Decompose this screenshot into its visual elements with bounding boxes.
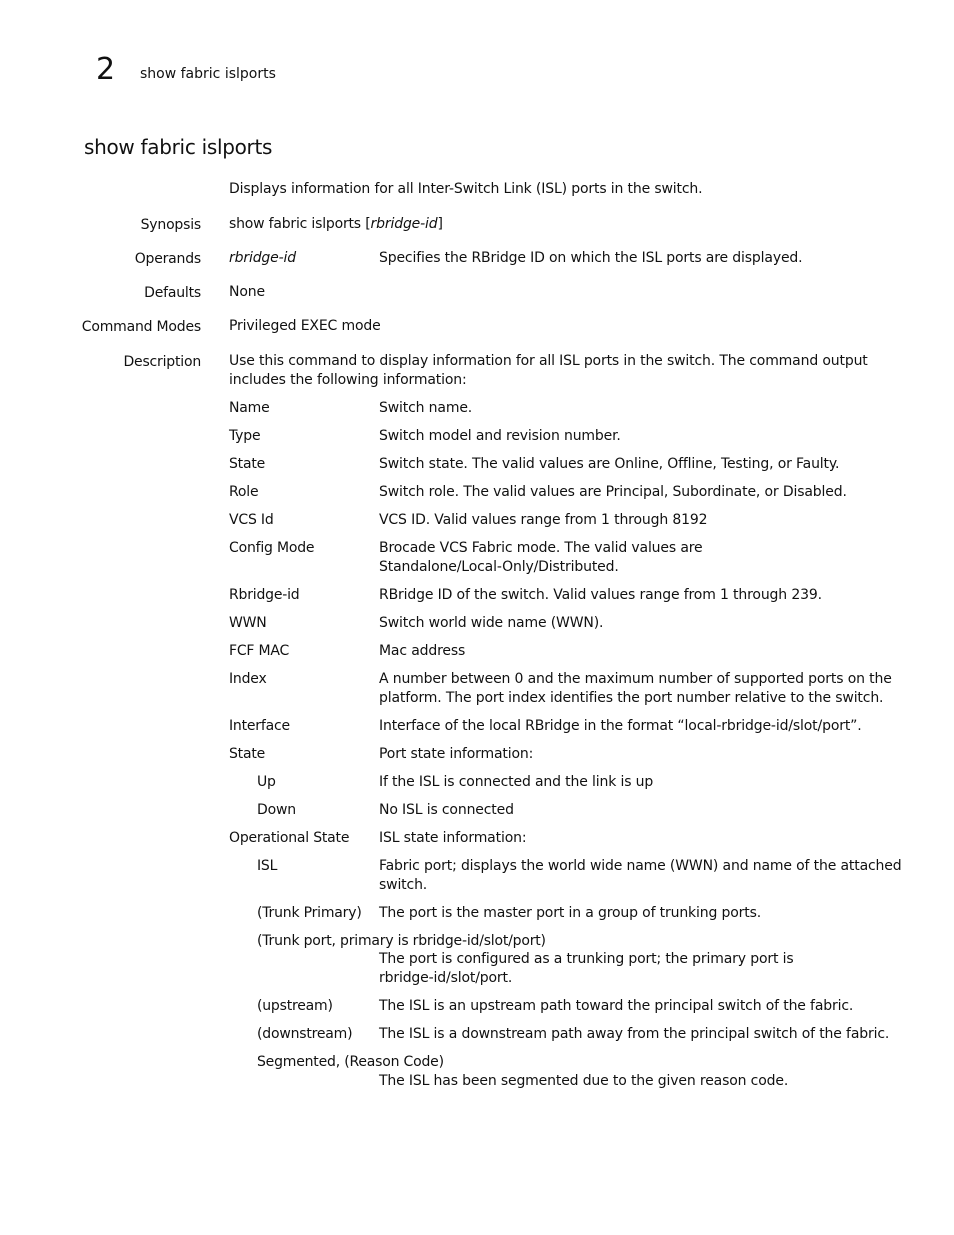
field-def-index-line-2: platform. The port index identifies the port number relative to the switch. bbox=[379, 690, 884, 706]
field-def-isl-line-1: Fabric port; displays the world wide name (WWN) and name of the attached bbox=[379, 858, 902, 874]
field-def-trunk-port-line-2: rbridge-id/slot/port. bbox=[379, 970, 513, 986]
field-term-upstream: (upstream) bbox=[257, 998, 333, 1014]
intro-text: Displays information for all Inter-Switch Link (ISL) ports in the switch. bbox=[229, 181, 703, 197]
synopsis-command: show fabric islports bbox=[229, 216, 361, 232]
field-def-up: If the ISL is connected and the link is up bbox=[379, 774, 654, 790]
field-def-upstream: The ISL is an upstream path toward the principal switch of the fabric. bbox=[379, 998, 854, 1014]
field-def-role: Switch role. The valid values are Principal, Subordinate, or Disabled. bbox=[379, 484, 847, 500]
field-term-vcs-id: VCS Id bbox=[229, 512, 274, 528]
field-def-interface: Interface of the local RBridge in the format “local-rbridge-id/slot/port”. bbox=[379, 718, 862, 734]
field-term-type: Type bbox=[229, 428, 261, 444]
page-title: show fabric islports bbox=[84, 135, 273, 159]
field-def-config-mode-line-2: Standalone/Local-Only/Distributed. bbox=[379, 559, 619, 575]
field-def-port-state: Port state information: bbox=[379, 746, 534, 762]
synopsis-label: Synopsis bbox=[140, 217, 201, 233]
command-modes-value: Privileged EXEC mode bbox=[229, 318, 381, 334]
field-term-trunk-port: (Trunk port, primary is rbridge-id/slot/port) bbox=[257, 933, 546, 949]
field-def-rbridge-id: RBridge ID of the switch. Valid values range from 1 through 239. bbox=[379, 587, 822, 603]
field-term-port-state: State bbox=[229, 746, 266, 762]
field-term-name: Name bbox=[229, 400, 270, 416]
command-modes-label: Command Modes bbox=[81, 319, 201, 335]
field-term-trunk-primary: (Trunk Primary) bbox=[257, 905, 362, 921]
description-label: Description bbox=[123, 354, 201, 370]
field-term-rbridge-id: Rbridge-id bbox=[229, 587, 300, 603]
field-term-role: Role bbox=[229, 484, 259, 500]
synopsis-text bbox=[229, 215, 443, 234]
defaults-label: Defaults bbox=[144, 285, 201, 301]
operands-label: Operands bbox=[134, 251, 201, 267]
field-def-type: Switch model and revision number. bbox=[379, 428, 621, 444]
operand-def: Specifies the RBridge ID on which the ISL ports are displayed. bbox=[379, 250, 803, 266]
description-line-1: Use this command to display information for all ISL ports in the switch. The command output bbox=[229, 353, 868, 369]
synopsis-bracket-open: [ bbox=[360, 216, 371, 232]
field-def-state: Switch state. The valid values are Online, Offline, Testing, or Faulty. bbox=[379, 456, 840, 472]
defaults-value: None bbox=[229, 284, 265, 300]
field-def-trunk-port-line-1: The port is configured as a trunking port; the primary port is bbox=[379, 951, 794, 967]
field-term-isl: ISL bbox=[257, 858, 278, 874]
field-def-fcf-mac: Mac address bbox=[379, 643, 466, 659]
field-term-operational-state: Operational State bbox=[229, 830, 350, 846]
synopsis-arg: rbridge-id bbox=[370, 216, 438, 232]
field-def-isl-line-2: switch. bbox=[379, 877, 428, 893]
field-def-down: No ISL is connected bbox=[379, 802, 514, 818]
operand-term bbox=[229, 249, 296, 268]
running-header: show fabric islports bbox=[140, 66, 276, 82]
field-term-fcf-mac: FCF MAC bbox=[229, 643, 290, 659]
chapter-number: 2 bbox=[96, 52, 116, 87]
field-def-name: Switch name. bbox=[379, 400, 473, 416]
field-term-up: Up bbox=[257, 774, 276, 790]
description-line-2: includes the following information: bbox=[229, 372, 467, 388]
field-term-interface: Interface bbox=[229, 718, 290, 734]
field-term-downstream: (downstream) bbox=[257, 1026, 353, 1042]
field-def-trunk-primary: The port is the master port in a group of trunking ports. bbox=[379, 905, 762, 921]
field-def-index-line-1: A number between 0 and the maximum number of supported ports on the bbox=[379, 671, 892, 687]
field-term-state: State bbox=[229, 456, 266, 472]
synopsis-bracket-close: ] bbox=[437, 216, 443, 232]
field-term-config-mode: Config Mode bbox=[229, 540, 315, 556]
field-term-wwn: WWN bbox=[229, 615, 267, 631]
operand-term-text: rbridge-id bbox=[229, 250, 297, 266]
field-def-wwn: Switch world wide name (WWN). bbox=[379, 615, 604, 631]
field-term-down: Down bbox=[257, 802, 296, 818]
field-def-vcs-id: VCS ID. Valid values range from 1 through 8192 bbox=[379, 512, 708, 528]
field-term-segmented: Segmented, (Reason Code) bbox=[257, 1054, 444, 1070]
field-def-operational-state: ISL state information: bbox=[379, 830, 527, 846]
field-term-index: Index bbox=[229, 671, 267, 687]
field-def-config-mode-line-1: Brocade VCS Fabric mode. The valid values are bbox=[379, 540, 703, 556]
field-def-downstream: The ISL is a downstream path away from the principal switch of the fabric. bbox=[379, 1026, 890, 1042]
field-def-segmented: The ISL has been segmented due to the given reason code. bbox=[379, 1073, 789, 1089]
